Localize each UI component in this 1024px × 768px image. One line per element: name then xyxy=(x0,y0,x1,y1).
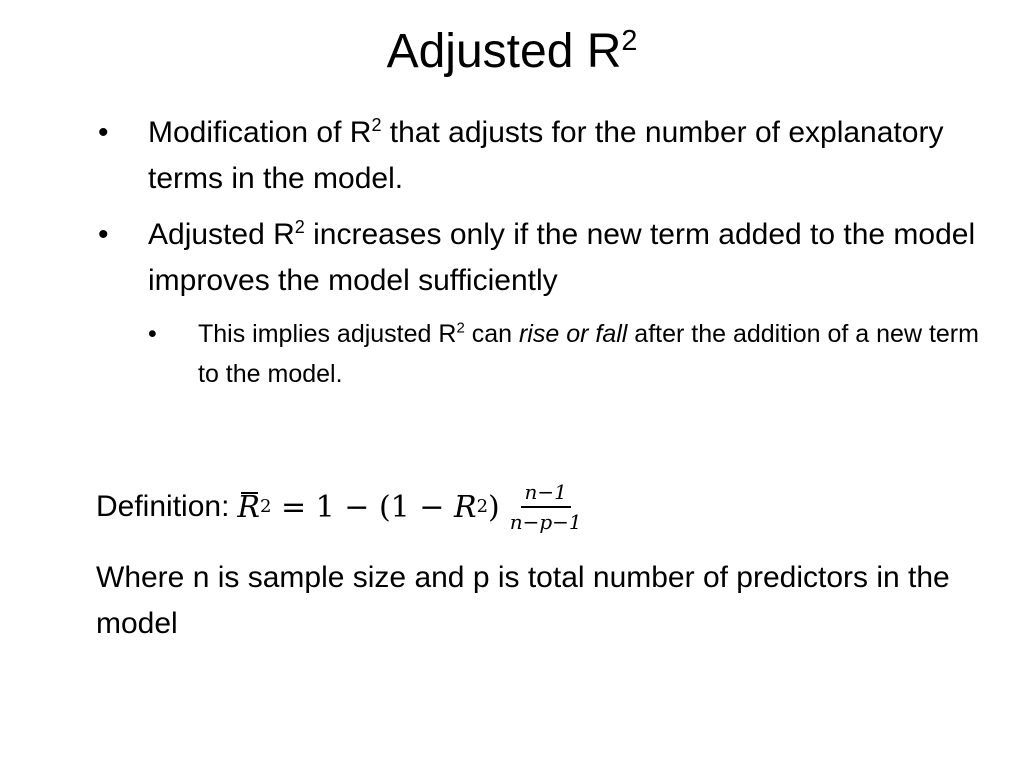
sub-bullet-text-continued: after the addition of a new term to the model. xyxy=(198,320,979,388)
bullet-marker: • xyxy=(98,218,109,251)
bullet-item-2 xyxy=(96,212,996,304)
formula-r-symbol: R xyxy=(453,489,477,525)
sub-bullet-marker: • xyxy=(148,320,157,348)
superscript: 2 xyxy=(456,319,465,337)
formula-equals-part: = 1 − (1 − xyxy=(271,489,454,525)
sub-bullet-text: This implies adjusted R xyxy=(198,320,457,348)
bullet-text-continued: increases only if the new term added to the model improves the model sufficiently xyxy=(148,218,976,297)
fraction-numerator: n−1 xyxy=(521,480,571,508)
bullet-marker: • xyxy=(98,116,109,149)
sub-bullet-item xyxy=(148,314,996,394)
fraction-denominator: n−p−1 xyxy=(509,510,582,534)
r-bar-symbol: R xyxy=(237,489,260,525)
bullet-text: Modification of R xyxy=(148,116,372,149)
formula-fraction xyxy=(506,480,586,534)
formula-close-paren: ) xyxy=(488,489,500,525)
adjusted-r2-formula: R 2 = 1 − (1 − R 2 ) $\frac{n-1}{n-p-1}$ xyxy=(237,480,585,534)
slide-title xyxy=(0,22,1024,82)
bullet-text: Adjusted R xyxy=(148,218,295,251)
definition-label: Definition: xyxy=(96,490,230,523)
definition-line xyxy=(96,470,586,544)
bullet-item-1 xyxy=(96,110,996,202)
bullet-text-continued: that adjusts for the number of explanatory terms in the model. xyxy=(148,116,944,195)
definition-note: Where n is sample size and p is total number of predictors in the model xyxy=(96,561,950,640)
slide-title-text: Adjusted R xyxy=(386,25,622,78)
superscript: 2 xyxy=(371,115,382,135)
sub-bullet-text-middle: can xyxy=(464,320,519,348)
sub-bullet-emphasis: rise or fall xyxy=(518,320,628,348)
bullet-list xyxy=(96,110,996,394)
superscript: 2 xyxy=(294,217,305,237)
slide-title-superscript: 2 xyxy=(621,25,638,57)
